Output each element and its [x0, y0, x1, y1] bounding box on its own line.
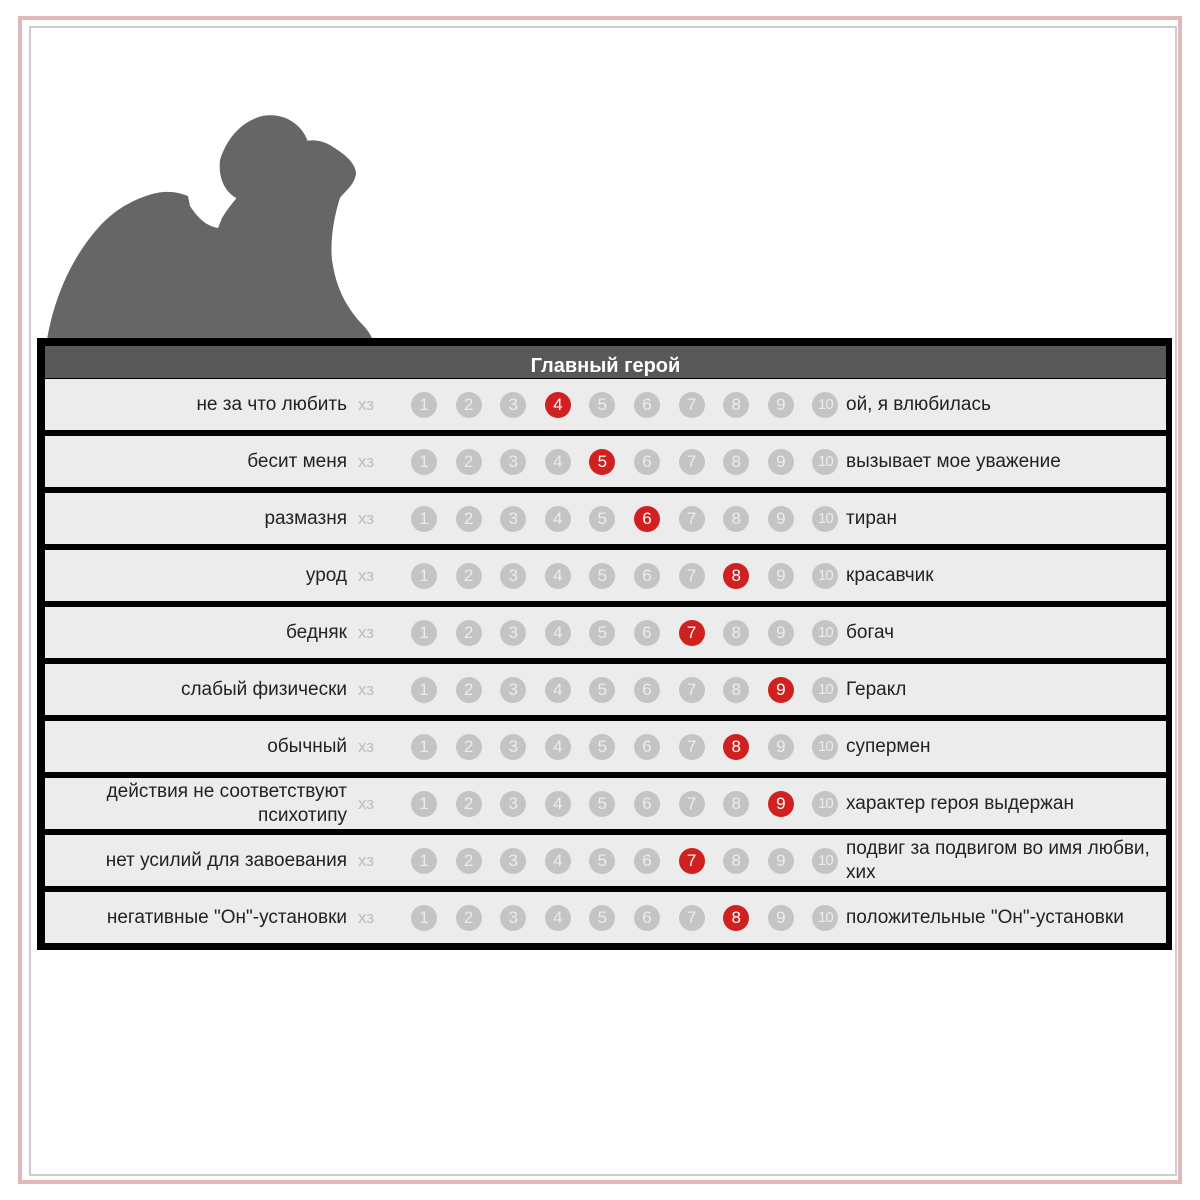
scale-option-4[interactable]: 4	[545, 620, 571, 646]
scale-option-6[interactable]: 6	[634, 734, 660, 760]
na-option[interactable]: хз	[358, 908, 375, 927]
scale-option-7[interactable]: 7	[679, 905, 705, 931]
scale-option-5[interactable]: 5	[589, 791, 615, 817]
row-right-label: положительные "Он"-установки	[846, 906, 1124, 928]
scale-option-8[interactable]: 8	[723, 677, 749, 703]
scale-option-10[interactable]: 10	[812, 734, 838, 760]
na-option[interactable]: хз	[358, 623, 375, 642]
scale-option-1[interactable]: 1	[411, 620, 437, 646]
scale-option-4[interactable]: 4	[545, 506, 571, 532]
scale-option-7[interactable]: 7	[679, 848, 705, 874]
scale-option-4[interactable]: 4	[545, 563, 571, 589]
scale-option-8[interactable]: 8	[723, 506, 749, 532]
scale-option-5[interactable]: 5	[589, 620, 615, 646]
na-option[interactable]: хз	[358, 680, 375, 699]
scale-option-2[interactable]: 2	[456, 734, 482, 760]
scale-option-7[interactable]: 7	[679, 506, 705, 532]
scale-option-9[interactable]: 9	[768, 506, 794, 532]
scale-option-10[interactable]: 10	[812, 449, 838, 475]
scale-option-3[interactable]: 3	[500, 563, 526, 589]
scale-option-9[interactable]: 9	[768, 563, 794, 589]
scale-option-2[interactable]: 2	[456, 506, 482, 532]
scale-option-9[interactable]: 9	[768, 449, 794, 475]
scale-option-6[interactable]: 6	[634, 905, 660, 931]
scale-option-2[interactable]: 2	[456, 449, 482, 475]
scale-option-2[interactable]: 2	[456, 848, 482, 874]
scale-option-1[interactable]: 1	[411, 734, 437, 760]
scale-option-9[interactable]: 9	[768, 848, 794, 874]
scale-option-7[interactable]: 7	[679, 620, 705, 646]
thinking-man-silhouette-icon	[40, 100, 380, 346]
scale-option-6[interactable]: 6	[634, 791, 660, 817]
rating-row	[45, 664, 1166, 715]
rating-card	[37, 338, 1172, 950]
scale-option-10[interactable]: 10	[812, 848, 838, 874]
row-right-label: вызывает мое уважение	[846, 450, 1061, 472]
scale-option-3[interactable]: 3	[500, 449, 526, 475]
scale-option-8[interactable]: 8	[723, 620, 749, 646]
scale-option-1[interactable]: 1	[411, 392, 437, 418]
na-option[interactable]: хз	[358, 794, 375, 813]
scale-option-4[interactable]: 4	[545, 791, 571, 817]
na-option[interactable]: хз	[358, 566, 375, 585]
scale-option-3[interactable]: 3	[500, 791, 526, 817]
scale-option-10[interactable]: 10	[812, 620, 838, 646]
row-left-label: слабый физически	[180, 678, 347, 700]
rating-row	[45, 436, 1166, 487]
row-right-label: характер героя выдержан	[846, 792, 1074, 814]
scale-option-10[interactable]: 10	[812, 677, 838, 703]
scale-option-3[interactable]: 3	[500, 620, 526, 646]
scale-option-1[interactable]: 1	[411, 848, 437, 874]
scale-option-9[interactable]: 9	[768, 620, 794, 646]
scale-option-5[interactable]: 5	[589, 848, 615, 874]
na-option[interactable]: хз	[358, 395, 375, 414]
row-left-label: негативные "Он"-установки	[106, 906, 347, 928]
scale-option-4[interactable]: 4	[545, 734, 571, 760]
scale-option-5[interactable]: 5	[589, 392, 615, 418]
scale-option-2[interactable]: 2	[456, 905, 482, 931]
scale-option-3[interactable]: 3	[500, 905, 526, 931]
scale-option-1[interactable]: 1	[411, 677, 437, 703]
scale-option-5[interactable]: 5	[589, 905, 615, 931]
na-option[interactable]: хз	[358, 509, 375, 528]
scale-option-9[interactable]: 9	[768, 392, 794, 418]
rating-row	[45, 892, 1166, 943]
row-left-label: урод	[305, 564, 347, 586]
scale-option-1[interactable]: 1	[411, 905, 437, 931]
scale-option-6[interactable]: 6	[634, 677, 660, 703]
scale-option-3[interactable]: 3	[500, 677, 526, 703]
scale-option-5[interactable]: 5	[589, 563, 615, 589]
scale-option-8[interactable]: 8	[723, 392, 749, 418]
scale-option-5[interactable]: 5	[589, 449, 615, 475]
scale-option-6[interactable]: 6	[634, 449, 660, 475]
scale-option-1[interactable]: 1	[411, 506, 437, 532]
scale-option-8[interactable]: 8	[723, 848, 749, 874]
na-option[interactable]: хз	[358, 737, 375, 756]
row-left-label: нет усилий для завоевания	[105, 849, 347, 871]
row-left-label: обычный	[267, 735, 347, 757]
scale-option-8[interactable]: 8	[723, 734, 749, 760]
scale-option-5[interactable]: 5	[589, 734, 615, 760]
scale-option-6[interactable]: 6	[634, 848, 660, 874]
scale-option-2[interactable]: 2	[456, 620, 482, 646]
rating-row	[45, 721, 1166, 772]
row-left-label: действия не соответствуют психотипу	[106, 780, 347, 826]
scale-option-8[interactable]: 8	[723, 449, 749, 475]
scale-option-5[interactable]: 5	[589, 677, 615, 703]
scale-option-6[interactable]: 6	[634, 563, 660, 589]
scale-option-1[interactable]: 1	[411, 449, 437, 475]
scale-option-4[interactable]: 4	[545, 677, 571, 703]
na-option[interactable]: хз	[358, 851, 375, 870]
row-left-label: размазня	[264, 507, 347, 529]
row-right-label: богач	[846, 621, 895, 643]
row-left-label: бедняк	[286, 621, 347, 643]
scale-option-8[interactable]: 8	[723, 905, 749, 931]
na-option[interactable]: хз	[358, 452, 375, 471]
table-title: Главный герой	[45, 346, 1166, 378]
scale-option-3[interactable]: 3	[500, 848, 526, 874]
scale-option-6[interactable]: 6	[634, 620, 660, 646]
row-left-label: бесит меня	[247, 450, 347, 472]
scale-option-4[interactable]: 4	[545, 905, 571, 931]
rating-row	[45, 550, 1166, 601]
scale-option-4[interactable]: 4	[545, 392, 571, 418]
scale-option-4[interactable]: 4	[545, 848, 571, 874]
scale-option-3[interactable]: 3	[500, 392, 526, 418]
scale-option-10[interactable]: 10	[812, 563, 838, 589]
row-right-label: Геракл	[846, 678, 907, 700]
rating-row	[45, 493, 1166, 544]
scale-option-2[interactable]: 2	[456, 392, 482, 418]
row-left-label: не за что любить	[196, 393, 347, 415]
row-right-label: тиран	[846, 507, 897, 529]
scale-option-9[interactable]: 9	[768, 677, 794, 703]
rating-row	[45, 835, 1166, 886]
row-right-label: красавчик	[846, 564, 934, 586]
scale-option-6[interactable]: 6	[634, 506, 660, 532]
scale-option-9[interactable]: 9	[768, 905, 794, 931]
scale-option-5[interactable]: 5	[589, 506, 615, 532]
rating-row	[45, 607, 1166, 658]
scale-option-9[interactable]: 9	[768, 791, 794, 817]
scale-option-7[interactable]: 7	[679, 734, 705, 760]
row-right-label: ой, я влюбилась	[846, 393, 991, 415]
scale-option-7[interactable]: 7	[679, 677, 705, 703]
scale-option-9[interactable]: 9	[768, 734, 794, 760]
scale-option-3[interactable]: 3	[500, 734, 526, 760]
scale-option-7[interactable]: 7	[679, 392, 705, 418]
rating-row	[45, 778, 1166, 829]
scale-option-8[interactable]: 8	[723, 791, 749, 817]
scale-option-2[interactable]: 2	[456, 563, 482, 589]
rating-row	[45, 379, 1166, 430]
scale-option-10[interactable]: 10	[812, 506, 838, 532]
scale-option-10[interactable]: 10	[812, 905, 838, 931]
row-right-label: подвиг за подвигом во имя любви, хих	[846, 837, 1150, 883]
scale-option-7[interactable]: 7	[679, 791, 705, 817]
scale-option-6[interactable]: 6	[634, 392, 660, 418]
row-right-label: супермен	[846, 735, 931, 757]
scale-option-8[interactable]: 8	[723, 563, 749, 589]
scale-option-7[interactable]: 7	[679, 449, 705, 475]
scale-option-7[interactable]: 7	[679, 563, 705, 589]
scale-option-1[interactable]: 1	[411, 791, 437, 817]
scale-option-2[interactable]: 2	[456, 791, 482, 817]
scale-option-2[interactable]: 2	[456, 677, 482, 703]
scale-option-10[interactable]: 10	[812, 791, 838, 817]
scale-option-4[interactable]: 4	[545, 449, 571, 475]
scale-option-1[interactable]: 1	[411, 563, 437, 589]
scale-option-3[interactable]: 3	[500, 506, 526, 532]
scale-option-10[interactable]: 10	[812, 392, 838, 418]
